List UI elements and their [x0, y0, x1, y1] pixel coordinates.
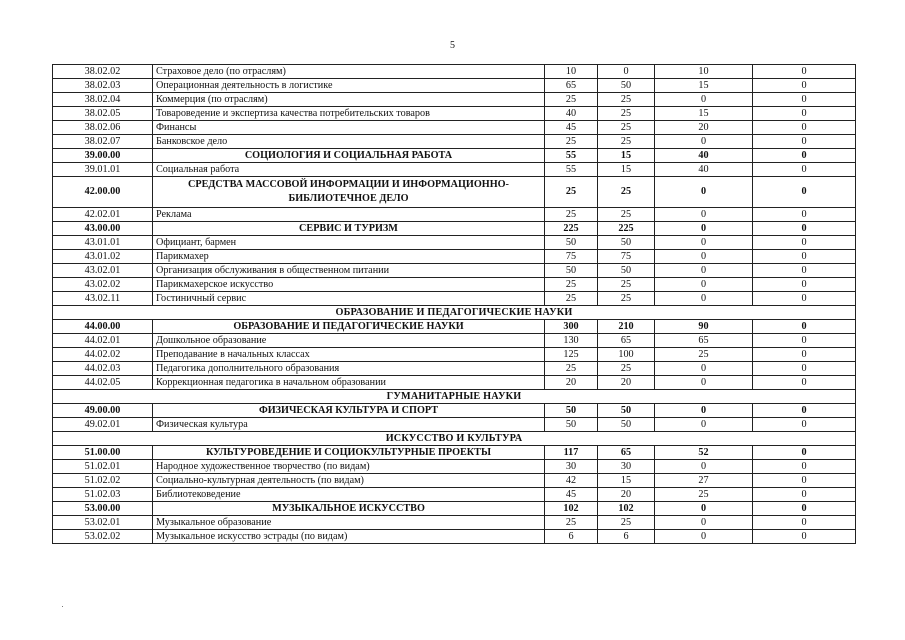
- value-cell-2: 102: [598, 502, 655, 516]
- section-header-row: [53, 390, 856, 404]
- table-row: [53, 236, 856, 250]
- specialty-name-cell: Социальная работа: [153, 163, 545, 177]
- value-cell-3: 0: [655, 278, 753, 292]
- specialty-name-cell: Музыкальное искусство эстрады (по видам): [153, 530, 545, 544]
- total-cell: 102: [545, 502, 598, 516]
- specialty-name-cell: Народное художественное творчество (по видам): [153, 460, 545, 474]
- value-cell-3: 0: [655, 460, 753, 474]
- value-cell-4: 0: [753, 79, 856, 93]
- table-row: [53, 488, 856, 502]
- value-cell-3: 25: [655, 488, 753, 502]
- total-cell: 50: [545, 264, 598, 278]
- value-cell-3: 40: [655, 163, 753, 177]
- total-cell: 25: [545, 516, 598, 530]
- value-cell-2: 50: [598, 79, 655, 93]
- section-title: ИСКУССТВО И КУЛЬТУРА: [53, 432, 856, 446]
- specialty-code-cell: 43.02.11: [53, 292, 153, 306]
- table-row: [53, 107, 856, 121]
- value-cell-3: 0: [655, 292, 753, 306]
- specialty-code-cell: 44.02.01: [53, 334, 153, 348]
- group-row: [53, 502, 856, 516]
- value-cell-4: 0: [753, 320, 856, 334]
- value-cell-2: 50: [598, 404, 655, 418]
- total-cell: 50: [545, 404, 598, 418]
- section-title: ГУМАНИТАРНЫЕ НАУКИ: [53, 390, 856, 404]
- value-cell-4: 0: [753, 334, 856, 348]
- value-cell-3: 90: [655, 320, 753, 334]
- table-row: [53, 516, 856, 530]
- value-cell-3: 0: [655, 250, 753, 264]
- value-cell-2: 50: [598, 236, 655, 250]
- table-row: [53, 65, 856, 79]
- value-cell-3: 25: [655, 348, 753, 362]
- value-cell-3: 10: [655, 65, 753, 79]
- specialty-code-cell: 43.02.01: [53, 264, 153, 278]
- total-cell: 75: [545, 250, 598, 264]
- value-cell-4: 0: [753, 418, 856, 432]
- total-cell: 45: [545, 121, 598, 135]
- value-cell-3: 0: [655, 264, 753, 278]
- total-cell: 30: [545, 460, 598, 474]
- value-cell-3: 0: [655, 404, 753, 418]
- value-cell-3: 0: [655, 222, 753, 236]
- specialty-code-cell: 39.00.00: [53, 149, 153, 163]
- value-cell-3: 0: [655, 208, 753, 222]
- section-header-row: [53, 306, 856, 320]
- specialty-name-cell: ОБРАЗОВАНИЕ И ПЕДАГОГИЧЕСКИЕ НАУКИ: [153, 320, 545, 334]
- specialty-code-cell: 44.02.03: [53, 362, 153, 376]
- specialty-code-cell: 53.02.02: [53, 530, 153, 544]
- table-row: [53, 460, 856, 474]
- specialty-name-cell: Официант, бармен: [153, 236, 545, 250]
- specialty-code-cell: 44.02.05: [53, 376, 153, 390]
- value-cell-3: 15: [655, 107, 753, 121]
- total-cell: 25: [545, 292, 598, 306]
- value-cell-2: 210: [598, 320, 655, 334]
- value-cell-3: 0: [655, 502, 753, 516]
- value-cell-2: 50: [598, 264, 655, 278]
- total-cell: 125: [545, 348, 598, 362]
- specialties-table: [52, 64, 856, 544]
- specialty-code-cell: 38.02.07: [53, 135, 153, 149]
- specialty-name-cell: Дошкольное образование: [153, 334, 545, 348]
- specialty-name-cell: Организация обслуживания в общественном питании: [153, 264, 545, 278]
- specialty-name-cell: Товароведение и экспертиза качества потребительских товаров: [153, 107, 545, 121]
- group-row: [53, 404, 856, 418]
- specialty-name-cell: СОЦИОЛОГИЯ И СОЦИАЛЬНАЯ РАБОТА: [153, 149, 545, 163]
- value-cell-4: 0: [753, 348, 856, 362]
- table-row: [53, 292, 856, 306]
- table-row: [53, 93, 856, 107]
- table-row: [53, 250, 856, 264]
- total-cell: 25: [545, 362, 598, 376]
- total-cell: 40: [545, 107, 598, 121]
- value-cell-2: 50: [598, 418, 655, 432]
- specialty-name-cell: МУЗЫКАЛЬНОЕ ИСКУССТВО: [153, 502, 545, 516]
- value-cell-4: 0: [753, 292, 856, 306]
- specialty-name-cell: КУЛЬТУРОВЕДЕНИЕ И СОЦИОКУЛЬТУРНЫЕ ПРОЕКТЫ: [153, 446, 545, 460]
- value-cell-4: 0: [753, 446, 856, 460]
- table-row: [53, 163, 856, 177]
- specialty-code-cell: 53.02.01: [53, 516, 153, 530]
- specialty-code-cell: 49.02.01: [53, 418, 153, 432]
- value-cell-2: 25: [598, 292, 655, 306]
- total-cell: 50: [545, 236, 598, 250]
- table-row: [53, 278, 856, 292]
- specialty-code-cell: 38.02.04: [53, 93, 153, 107]
- value-cell-3: 40: [655, 149, 753, 163]
- value-cell-4: 0: [753, 107, 856, 121]
- specialty-name-cell: Физическая культура: [153, 418, 545, 432]
- value-cell-4: 0: [753, 404, 856, 418]
- value-cell-4: 0: [753, 250, 856, 264]
- value-cell-2: 25: [598, 278, 655, 292]
- value-cell-4: 0: [753, 376, 856, 390]
- specialty-code-cell: 42.02.01: [53, 208, 153, 222]
- value-cell-4: 0: [753, 177, 856, 208]
- specialty-name-cell: Реклама: [153, 208, 545, 222]
- value-cell-2: 25: [598, 516, 655, 530]
- total-cell: 25: [545, 93, 598, 107]
- total-cell: 20: [545, 376, 598, 390]
- specialty-code-cell: 38.02.03: [53, 79, 153, 93]
- value-cell-2: 30: [598, 460, 655, 474]
- value-cell-3: 27: [655, 474, 753, 488]
- total-cell: 225: [545, 222, 598, 236]
- table-row: [53, 121, 856, 135]
- specialty-name-cell: Страховое дело (по отраслям): [153, 65, 545, 79]
- specialty-name-cell: Банковское дело: [153, 135, 545, 149]
- specialty-code-cell: 43.01.02: [53, 250, 153, 264]
- specialty-name-cell: Парикмахерское искусство: [153, 278, 545, 292]
- value-cell-2: 225: [598, 222, 655, 236]
- total-cell: 130: [545, 334, 598, 348]
- specialty-code-cell: 51.02.01: [53, 460, 153, 474]
- section-title: ОБРАЗОВАНИЕ И ПЕДАГОГИЧЕСКИЕ НАУКИ: [53, 306, 856, 320]
- value-cell-4: 0: [753, 149, 856, 163]
- total-cell: 25: [545, 135, 598, 149]
- value-cell-4: 0: [753, 163, 856, 177]
- value-cell-4: 0: [753, 278, 856, 292]
- specialty-code-cell: 51.02.02: [53, 474, 153, 488]
- group-row: [53, 222, 856, 236]
- value-cell-3: 0: [655, 177, 753, 208]
- specialty-name-cell: Коммерция (по отраслям): [153, 93, 545, 107]
- value-cell-4: 0: [753, 488, 856, 502]
- value-cell-3: 0: [655, 418, 753, 432]
- specialty-name-cell: Библиотековедение: [153, 488, 545, 502]
- value-cell-3: 0: [655, 362, 753, 376]
- value-cell-2: 25: [598, 362, 655, 376]
- group-row: [53, 446, 856, 460]
- value-cell-3: 0: [655, 93, 753, 107]
- specialty-name-cell: Операционная деятельность в логистике: [153, 79, 545, 93]
- value-cell-4: 0: [753, 460, 856, 474]
- table-row: [53, 208, 856, 222]
- value-cell-2: 0: [598, 65, 655, 79]
- value-cell-3: 15: [655, 79, 753, 93]
- value-cell-4: 0: [753, 93, 856, 107]
- specialty-name-cell: Парикмахер: [153, 250, 545, 264]
- value-cell-3: 0: [655, 135, 753, 149]
- value-cell-3: 20: [655, 121, 753, 135]
- value-cell-4: 0: [753, 502, 856, 516]
- value-cell-2: 15: [598, 163, 655, 177]
- specialty-code-cell: 51.02.03: [53, 488, 153, 502]
- specialty-code-cell: 43.02.02: [53, 278, 153, 292]
- value-cell-4: 0: [753, 208, 856, 222]
- value-cell-4: 0: [753, 264, 856, 278]
- table-row: [53, 264, 856, 278]
- value-cell-3: 0: [655, 530, 753, 544]
- value-cell-2: 65: [598, 334, 655, 348]
- value-cell-2: 75: [598, 250, 655, 264]
- total-cell: 117: [545, 446, 598, 460]
- specialty-name-cell: Финансы: [153, 121, 545, 135]
- scan-speck: [62, 606, 63, 607]
- total-cell: 10: [545, 65, 598, 79]
- total-cell: 65: [545, 79, 598, 93]
- specialty-name-cell: СЕРВИС И ТУРИЗМ: [153, 222, 545, 236]
- value-cell-4: 0: [753, 362, 856, 376]
- total-cell: 25: [545, 177, 598, 208]
- value-cell-2: 6: [598, 530, 655, 544]
- value-cell-3: 65: [655, 334, 753, 348]
- section-header-row: [53, 432, 856, 446]
- value-cell-2: 25: [598, 208, 655, 222]
- total-cell: 42: [545, 474, 598, 488]
- total-cell: 6: [545, 530, 598, 544]
- total-cell: 45: [545, 488, 598, 502]
- value-cell-4: 0: [753, 236, 856, 250]
- table-row: [53, 376, 856, 390]
- total-cell: 55: [545, 163, 598, 177]
- specialty-code-cell: 38.02.02: [53, 65, 153, 79]
- value-cell-4: 0: [753, 474, 856, 488]
- group-row: [53, 320, 856, 334]
- table-row: [53, 135, 856, 149]
- specialty-name-cell: Социально-культурная деятельность (по видам): [153, 474, 545, 488]
- value-cell-2: 65: [598, 446, 655, 460]
- table-row: [53, 334, 856, 348]
- value-cell-4: 0: [753, 135, 856, 149]
- value-cell-4: 0: [753, 65, 856, 79]
- table-row: [53, 362, 856, 376]
- specialty-name-cell: Педагогика дополнительного образования: [153, 362, 545, 376]
- total-cell: 300: [545, 320, 598, 334]
- value-cell-2: 15: [598, 474, 655, 488]
- page-number: 5: [450, 40, 455, 51]
- group-row: [53, 149, 856, 163]
- group-row: [53, 177, 856, 208]
- specialty-code-cell: 53.00.00: [53, 502, 153, 516]
- specialty-name-cell: Гостиничный сервис: [153, 292, 545, 306]
- specialty-name-cell: СРЕДСТВА МАССОВОЙ ИНФОРМАЦИИ И ИНФОРМАЦИОННО-БИБЛИОТЕЧНОЕ ДЕЛО: [153, 177, 545, 208]
- table-row: [53, 474, 856, 488]
- specialty-name-cell: ФИЗИЧЕСКАЯ КУЛЬТУРА И СПОРТ: [153, 404, 545, 418]
- value-cell-2: 20: [598, 488, 655, 502]
- table-row: [53, 348, 856, 362]
- value-cell-4: 0: [753, 516, 856, 530]
- value-cell-4: 0: [753, 530, 856, 544]
- value-cell-2: 25: [598, 177, 655, 208]
- table-row: [53, 418, 856, 432]
- specialty-code-cell: 44.00.00: [53, 320, 153, 334]
- total-cell: 25: [545, 278, 598, 292]
- value-cell-3: 0: [655, 376, 753, 390]
- specialty-name-cell: Коррекционная педагогика в начальном образовании: [153, 376, 545, 390]
- specialty-code-cell: 49.00.00: [53, 404, 153, 418]
- value-cell-4: 0: [753, 121, 856, 135]
- specialty-name-cell: Музыкальное образование: [153, 516, 545, 530]
- specialty-name-cell: Преподавание в начальных классах: [153, 348, 545, 362]
- value-cell-2: 100: [598, 348, 655, 362]
- value-cell-3: 0: [655, 516, 753, 530]
- specialty-code-cell: 43.01.01: [53, 236, 153, 250]
- value-cell-2: 25: [598, 135, 655, 149]
- value-cell-2: 25: [598, 121, 655, 135]
- total-cell: 50: [545, 418, 598, 432]
- specialty-code-cell: 51.00.00: [53, 446, 153, 460]
- table-row: [53, 79, 856, 93]
- total-cell: 55: [545, 149, 598, 163]
- value-cell-3: 0: [655, 236, 753, 250]
- table-body: [53, 65, 856, 544]
- specialty-code-cell: 44.02.02: [53, 348, 153, 362]
- value-cell-2: 25: [598, 107, 655, 121]
- value-cell-2: 25: [598, 93, 655, 107]
- table-row: [53, 530, 856, 544]
- specialty-code-cell: 38.02.06: [53, 121, 153, 135]
- specialty-code-cell: 39.01.01: [53, 163, 153, 177]
- value-cell-2: 20: [598, 376, 655, 390]
- value-cell-3: 52: [655, 446, 753, 460]
- value-cell-4: 0: [753, 222, 856, 236]
- specialty-code-cell: 43.00.00: [53, 222, 153, 236]
- total-cell: 25: [545, 208, 598, 222]
- specialty-code-cell: 42.00.00: [53, 177, 153, 208]
- value-cell-2: 15: [598, 149, 655, 163]
- specialty-code-cell: 38.02.05: [53, 107, 153, 121]
